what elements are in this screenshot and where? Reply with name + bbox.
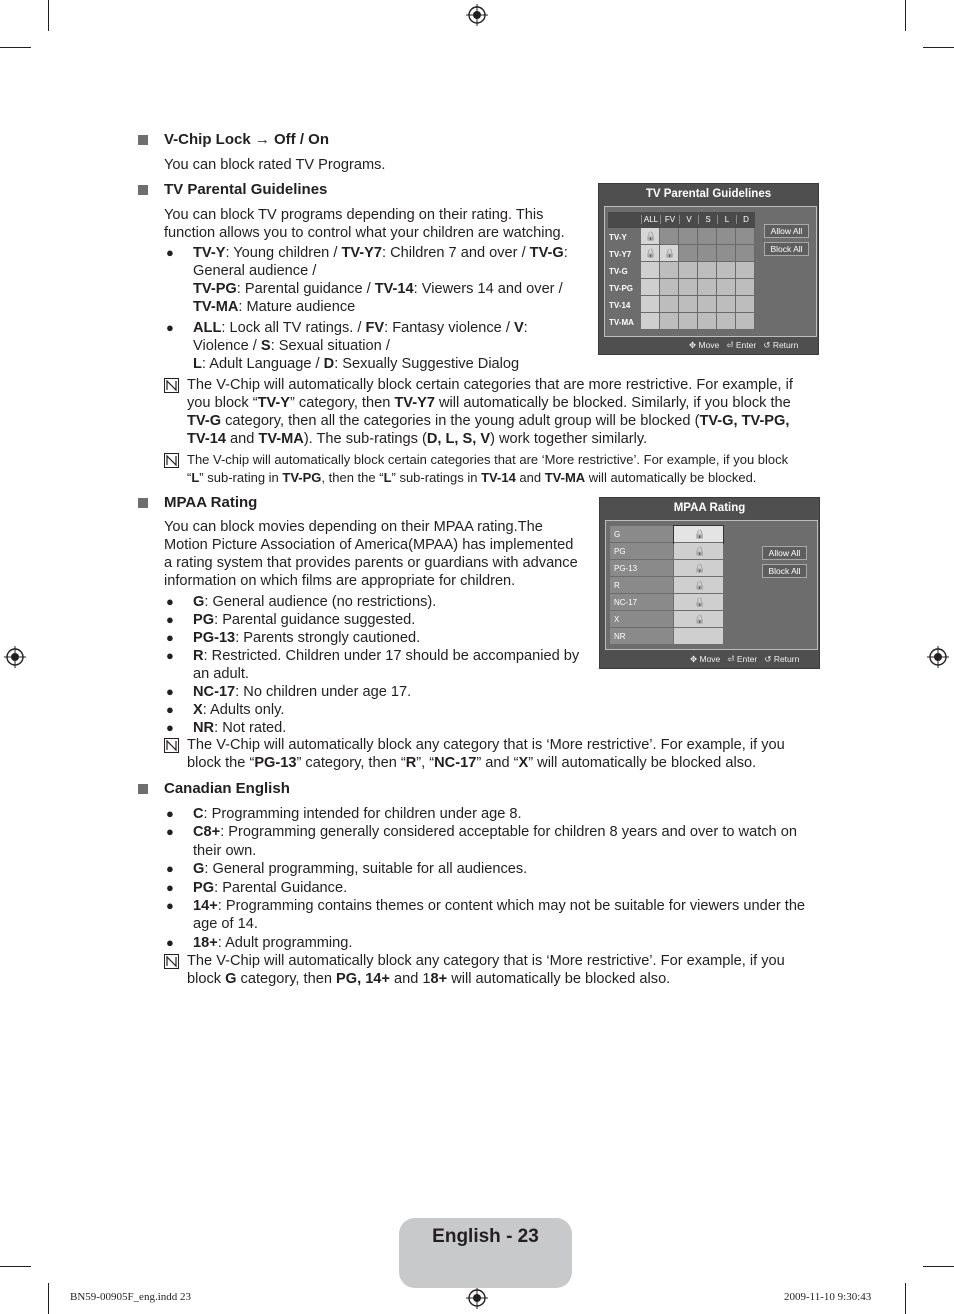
mpaa-desc-line: information on which films are appropriate for children.: [164, 573, 516, 589]
grid-cell[interactable]: [698, 245, 717, 262]
list-item-text: R: Restricted. Children under 17 should be accompanied by: [193, 648, 580, 664]
tvpg-desc-2: function allows you to control what your children are watching.: [164, 225, 565, 241]
list-item: [164, 629, 604, 647]
grid-cell[interactable]: [736, 279, 755, 296]
bullet-dot-icon: ●: [166, 245, 174, 260]
mpaa-lock-cell[interactable]: [674, 526, 723, 543]
note-icon: [164, 453, 179, 468]
grid-cell[interactable]: [698, 313, 717, 330]
grid-row-label: TV-PG: [609, 284, 634, 293]
rich-line: Violence / S: Sexual situation /: [193, 338, 390, 354]
vchip-desc: You can block rated TV Programs.: [164, 157, 386, 173]
list-item-text: age of 14.: [193, 916, 258, 933]
rich-line: The V-Chip will automatically block any category that is ‘More restrictive’. For example, if you: [187, 737, 785, 753]
mpaa-row-label: NC-17: [614, 598, 638, 607]
bullet-dot-icon: ●: [166, 320, 174, 335]
enter-label: Enter: [736, 654, 758, 664]
mpaa-list: [164, 593, 604, 739]
grid-cell[interactable]: [679, 245, 698, 262]
grid-row-label: TV-14: [609, 301, 631, 310]
mpaa-osd: [599, 497, 820, 669]
tvpg-note-1: [164, 376, 814, 448]
list-item-text: 14+: Programming contains themes or content which may not be suitable for viewers under the: [193, 897, 806, 914]
rating-grid: [608, 212, 758, 333]
grid-cell[interactable]: [717, 313, 736, 330]
bullet-dot-icon: ●: [166, 824, 174, 840]
grid-cell[interactable]: [679, 262, 698, 279]
move-icon: ✥: [689, 340, 697, 350]
registration-mark-left-icon: [4, 646, 26, 668]
grid-column-header: S: [698, 215, 717, 224]
mpaa-lock-cell[interactable]: [674, 611, 723, 628]
slug-file: BN59-00905F_eng.indd 23: [70, 1291, 191, 1303]
mpaa-lock-cell[interactable]: [674, 628, 723, 645]
grid-cell[interactable]: [641, 313, 660, 330]
bullet-dot-icon: ●: [166, 861, 174, 877]
square-bullet-icon: [138, 135, 148, 145]
list-item: [164, 805, 824, 823]
list-item-text: X: Adults only.: [193, 702, 285, 718]
grid-cell[interactable]: [736, 245, 755, 262]
mpaa-desc-line: You can block movies depending on their MPAA rating.The: [164, 519, 543, 535]
list-item-text: their own.: [193, 842, 257, 859]
grid-column-header: V: [679, 215, 698, 224]
bullet-dot-icon: ●: [166, 720, 174, 735]
grid-cell[interactable]: [641, 279, 660, 296]
rich-line: The V-Chip will automatically block certain categories that are more restrictive. For example, if: [187, 377, 793, 393]
return-label: Return: [773, 654, 800, 664]
mpaa-lock-cell[interactable]: [674, 594, 723, 611]
grid-row-label: TV-MA: [609, 318, 634, 327]
grid-cell[interactable]: [698, 296, 717, 313]
list-item: [164, 683, 604, 701]
rich-line: TV-Y: Young children / TV-Y7: Children 7 and over / TV-G:: [193, 245, 568, 261]
grid-cell[interactable]: [736, 296, 755, 313]
block-all-button[interactable]: Block All: [762, 564, 807, 578]
mpaa-row-label-bg: [610, 611, 673, 628]
mpaa-note: [164, 736, 814, 772]
bullet-dot-icon: ●: [166, 630, 174, 645]
allow-all-button[interactable]: Allow All: [762, 546, 807, 560]
grid-cell[interactable]: [698, 279, 717, 296]
enter-label: Enter: [735, 340, 757, 350]
mpaa-lock-cell[interactable]: [674, 577, 723, 594]
tvpg-bullet-ratings: [164, 244, 584, 316]
page-number-label: English - 23: [432, 1226, 539, 1247]
rich-line: The V-chip will automatically block certain categories that are ‘More restrictive’. For example, if you block: [187, 452, 789, 467]
rich-line: “L” sub-rating in TV-PG, then the “L” sub-ratings in TV-14 and TV-MA will automatically be blocked.: [187, 470, 757, 485]
bullet-dot-icon: ●: [166, 806, 174, 821]
grid-cell[interactable]: [717, 279, 736, 296]
allow-all-button[interactable]: Allow All: [764, 224, 809, 238]
rich-line: ALL: Lock all TV ratings. / FV: Fantasy violence / V:: [193, 320, 528, 336]
rich-line: TV-PG: Parental guidance / TV-14: Viewers 14 and over /: [193, 281, 563, 297]
mpaa-desc-line: a rating system that provides parents or guardians with advance: [164, 555, 578, 571]
square-bullet-icon: [138, 185, 148, 195]
list-item-text: G: General programming, suitable for all audiences.: [193, 861, 528, 878]
tvpg-note-2: [164, 451, 814, 487]
lock-icon: 🔒: [694, 546, 706, 556]
bullet-dot-icon: ●: [166, 594, 174, 609]
grid-cell[interactable]: [641, 296, 660, 313]
bullet-dot-icon: ●: [166, 684, 174, 699]
grid-cell[interactable]: [698, 262, 717, 279]
vchip-heading: V-Chip Lock → Off / On: [138, 131, 329, 148]
grid-column-header: ALL: [641, 215, 660, 224]
lock-icon: 🔒: [694, 563, 706, 573]
canadian-list: [164, 805, 824, 953]
rich-line: block the “PG-13” category, then “R”, “NC-17” and “X” will automatically be blocked also.: [187, 755, 757, 771]
grid-cell[interactable]: [660, 245, 679, 262]
grid-cell[interactable]: [736, 228, 755, 245]
grid-cell[interactable]: [736, 262, 755, 279]
canadian-heading: Canadian English: [138, 780, 290, 797]
osd-footer: [689, 340, 814, 351]
list-item: [164, 665, 604, 683]
bullet-dot-icon: ●: [166, 612, 174, 627]
list-item: [164, 842, 824, 860]
mpaa-lock-cell[interactable]: [674, 560, 723, 577]
grid-cell[interactable]: [679, 279, 698, 296]
mpaa-row-label: PG: [614, 547, 626, 556]
enter-icon: ⏎: [727, 654, 735, 664]
rich-line: block G category, then PG, 14+ and 18+ will automatically be blocked also.: [187, 971, 671, 987]
bullet-dot-icon: ●: [166, 879, 174, 895]
list-item: [164, 934, 824, 952]
list-item: [164, 860, 824, 878]
mpaa-desc: [164, 518, 578, 590]
square-bullet-icon: [138, 784, 148, 794]
grid-row-label: TV-Y7: [609, 250, 632, 259]
list-item-text: an adult.: [193, 666, 249, 682]
mpaa-desc-line: Motion Picture Association of America(MPAA) has implemented: [164, 537, 574, 553]
list-item: [164, 823, 824, 841]
list-item: [164, 647, 604, 665]
lock-icon: 🔒: [645, 248, 657, 258]
mpaa-row-label: NR: [614, 632, 626, 641]
grid-cell[interactable]: [736, 313, 755, 330]
grid-column-header: FV: [660, 215, 679, 224]
slug-timestamp: 2009-11-10 9:30:43: [784, 1291, 872, 1303]
mpaa-lock-cell[interactable]: [674, 543, 723, 560]
note-icon: [164, 378, 179, 393]
mpaa-row-label: G: [614, 530, 621, 539]
rich-line: you block “TV-Y” category, then TV-Y7 will automatically be blocked. Similarly, if you block the: [187, 395, 791, 411]
osd-footer: [690, 654, 815, 665]
bullet-dot-icon: ●: [166, 934, 174, 950]
grid-column-header: L: [717, 215, 736, 224]
block-all-button[interactable]: Block All: [764, 242, 809, 256]
return-label: Return: [772, 340, 799, 350]
grid-cell[interactable]: [660, 262, 679, 279]
rich-line: TV-MA: Mature audience: [193, 299, 356, 315]
grid-cell[interactable]: [717, 296, 736, 313]
lock-icon: 🔒: [694, 614, 706, 624]
grid-cell[interactable]: [660, 296, 679, 313]
bullet-dot-icon: ●: [166, 648, 174, 663]
tvpg-desc-1: You can block TV programs depending on their rating. This: [164, 207, 544, 223]
note-icon: [164, 954, 179, 969]
list-item: [164, 719, 604, 737]
list-item-text: G: General audience (no restrictions).: [193, 594, 437, 610]
rich-line: TV-14 and TV-MA). The sub-ratings (D, L, S, V) work together similarly.: [187, 431, 648, 447]
list-item-text: C: Programming intended for children under age 8.: [193, 806, 522, 822]
list-item: [164, 879, 824, 897]
osd-title: TV Parental Guidelines: [645, 188, 772, 200]
grid-cell[interactable]: [660, 313, 679, 330]
list-item-text: NR: Not rated.: [193, 720, 287, 736]
registration-mark-right-icon: [927, 646, 949, 668]
list-item: [164, 701, 604, 719]
registration-mark-top-icon: [466, 4, 488, 26]
mpaa-heading: MPAA Rating: [138, 494, 257, 511]
rich-line-plain: General audience /: [193, 263, 317, 279]
registration-mark-bottom-icon: [466, 1287, 488, 1309]
grid-cell[interactable]: [660, 279, 679, 296]
grid-cell[interactable]: [641, 228, 660, 245]
square-bullet-icon: [138, 498, 148, 508]
tvpg-bullet-subratings: [164, 319, 584, 373]
return-icon: ↺: [763, 340, 771, 350]
bullet-dot-icon: ●: [166, 702, 174, 717]
lock-icon: 🔒: [664, 248, 676, 258]
move-icon: ✥: [690, 654, 698, 664]
list-item: [164, 897, 824, 915]
list-item-text: PG: Parental Guidance.: [193, 879, 348, 896]
grid-cell[interactable]: [717, 228, 736, 245]
list-item: [164, 611, 604, 629]
note-icon: [164, 738, 179, 753]
list-item-text: 18+: Adult programming.: [193, 934, 353, 951]
list-item-text: PG-13: Parents strongly cautioned.: [193, 630, 421, 646]
grid-row-label: TV-G: [609, 267, 628, 276]
mpaa-row-label: X: [614, 615, 620, 624]
grid-cell[interactable]: [717, 245, 736, 262]
rich-line: The V-Chip will automatically block any category that is ‘More restrictive’. For example, if you: [187, 953, 785, 969]
grid-cell[interactable]: [641, 262, 660, 279]
canadian-note: [164, 952, 814, 988]
grid-cell[interactable]: [698, 228, 717, 245]
osd-title: MPAA Rating: [673, 502, 746, 514]
grid-cell[interactable]: [679, 228, 698, 245]
mpaa-row-label: R: [614, 581, 620, 590]
grid-cell[interactable]: [660, 228, 679, 245]
lock-icon: 🔒: [694, 580, 706, 590]
grid-cell[interactable]: [717, 262, 736, 279]
list-item: [164, 915, 824, 933]
tvpg-heading: TV Parental Guidelines: [138, 181, 327, 198]
tv-guidelines-osd: [598, 183, 819, 355]
lock-icon: 🔒: [645, 231, 657, 241]
list-item-text: PG: Parental guidance suggested.: [193, 612, 416, 628]
rich-line: L: Adult Language / D: Sexually Suggestive Dialog: [193, 356, 520, 372]
grid-row-label: TV-Y: [609, 233, 627, 242]
bullet-dot-icon: ●: [166, 897, 174, 913]
move-label: Move: [699, 654, 721, 664]
list-item: [164, 593, 604, 611]
return-icon: ↺: [764, 654, 772, 664]
enter-icon: ⏎: [726, 340, 734, 350]
grid-column-header: D: [736, 215, 755, 224]
grid-cell[interactable]: [641, 245, 660, 262]
move-label: Move: [698, 340, 720, 350]
grid-cell[interactable]: [679, 296, 698, 313]
list-item-text: C8+: Programming generally considered acceptable for children 8 years and over to watch on: [193, 824, 797, 841]
rich-line: TV-G category, then all the categories in the young adult group will be blocked (TV-G, TV-PG,: [187, 413, 790, 429]
mpaa-grid: [610, 526, 723, 645]
lock-icon: 🔒: [694, 597, 706, 607]
mpaa-row-label: PG-13: [614, 564, 638, 573]
lock-icon: 🔒: [694, 529, 706, 539]
grid-cell[interactable]: [679, 313, 698, 330]
list-item-text: NC-17: No children under age 17.: [193, 684, 412, 700]
